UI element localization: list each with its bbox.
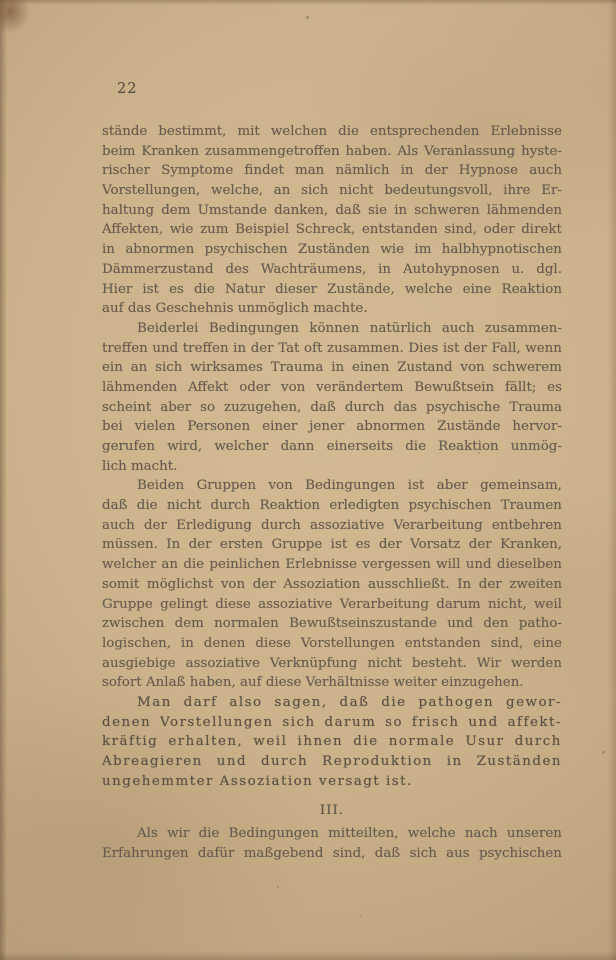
scan-speck xyxy=(360,915,362,917)
text-line: treffen und treffen in der Tat oft zusammen. Dies ist der Fall, wenn xyxy=(102,340,562,356)
text-line: kräftig erhalten, weil ihnen die normale Usur durch xyxy=(102,734,562,750)
text-line: welcher an die peinlichen Erlebnisse vergessen will und dieselben xyxy=(102,557,562,573)
text-line: Beiderlei Bedingungen können natürlich auch zusammen- xyxy=(137,320,562,336)
text-line: beim Kranken zusammengetroffen haben. Als Veranlassung hyste- xyxy=(102,143,562,159)
text-line: müssen. In der ersten Gruppe ist es der Vorsatz der Kranken, xyxy=(102,537,562,553)
text-line: bei vielen Personen einer jener abnormen Zustände hervor- xyxy=(102,419,562,435)
text-line: auch der Erledigung durch assoziative Verarbeitung entbehren xyxy=(102,517,562,533)
text-line: Affekten, wie zum Beispiel Schreck, entstanden sind, oder direkt xyxy=(102,222,562,238)
text-line: ein an sich wirksames Trauma in einen Zustand von schwerem xyxy=(102,360,562,376)
text-line: in abnormen psychischen Zuständen wie im halbhypnotischen xyxy=(102,242,562,258)
text-block xyxy=(102,122,562,863)
scan-speck xyxy=(277,886,279,888)
text-line: zwischen dem normalen Bewußtseinszustande und den patho- xyxy=(102,616,562,632)
text-line: Dämmerzustand des Wachträumens, in Autohypnosen u. dgl. xyxy=(102,261,562,277)
text-line: Als wir die Bedingungen mitteilten, welche nach unseren xyxy=(137,826,562,842)
text-line: Man darf also sagen, daß die pathogen gewor- xyxy=(137,694,562,710)
text-line: daß die nicht durch Reaktion erledigten psychischen Traumen xyxy=(102,498,562,514)
text-line: Abreagieren und durch Reproduktion in Zuständen xyxy=(102,754,562,769)
text-line: Erfahrungen dafür maßgebend sind, daß sich aus psychischen xyxy=(102,845,562,861)
text-line: sofort Anlaß haben, auf diese Verhältnisse weiter einzugehen. xyxy=(102,675,524,691)
text-line: ungehemmter Assoziation versagt ist. xyxy=(102,773,413,789)
scan-speck xyxy=(602,751,605,754)
text-line: lich macht. xyxy=(102,458,178,474)
text-line: denen Vorstellungen sich darum so frisch und affekt- xyxy=(102,714,562,730)
text-line: logischen, in denen diese Vorstellungen entstanden sind, eine xyxy=(102,635,562,651)
text-line: ausgiebige assoziative Verknüpfung nicht besteht. Wir werden xyxy=(102,655,562,671)
page-number: 22 xyxy=(117,81,138,97)
text-line: stände bestimmt, mit welchen die entsprechenden Erlebnisse xyxy=(102,124,562,139)
text-line: lähmenden Affekt oder von verändertem Bewußtsein fällt; es xyxy=(102,379,562,395)
scan-corner-shade xyxy=(0,0,30,34)
scan-speck xyxy=(306,16,309,19)
text-line: gerufen wird, welcher dann einerseits die Reaktion unmög- xyxy=(102,439,562,454)
text-line: somit möglichst von der Assoziation ausschließt. In der zweiten xyxy=(102,576,562,592)
text-line: scheint aber so zuzugehen, daß durch das psychische Trauma xyxy=(102,399,562,415)
text-line: Beiden Gruppen von Bedingungen ist aber gemeinsam, xyxy=(137,478,562,494)
text-line: Vorstellungen, welche, an sich nicht bedeutungsvoll, ihre Er- xyxy=(102,183,562,199)
text-line: Gruppe gelingt diese assoziative Verarbeitung darum nicht, weil xyxy=(102,596,562,612)
section-heading: III. xyxy=(319,803,345,819)
text-line: auf das Geschehnis unmöglich machte. xyxy=(102,301,368,317)
text-line: haltung dem Umstande danken, daß sie in schweren lähmenden xyxy=(102,202,562,218)
text-line: Hier ist es die Natur dieser Zustände, welche eine Reaktion xyxy=(102,281,562,297)
text-line: rischer Symptome findet man nämlich in der Hypnose auch xyxy=(102,163,562,179)
